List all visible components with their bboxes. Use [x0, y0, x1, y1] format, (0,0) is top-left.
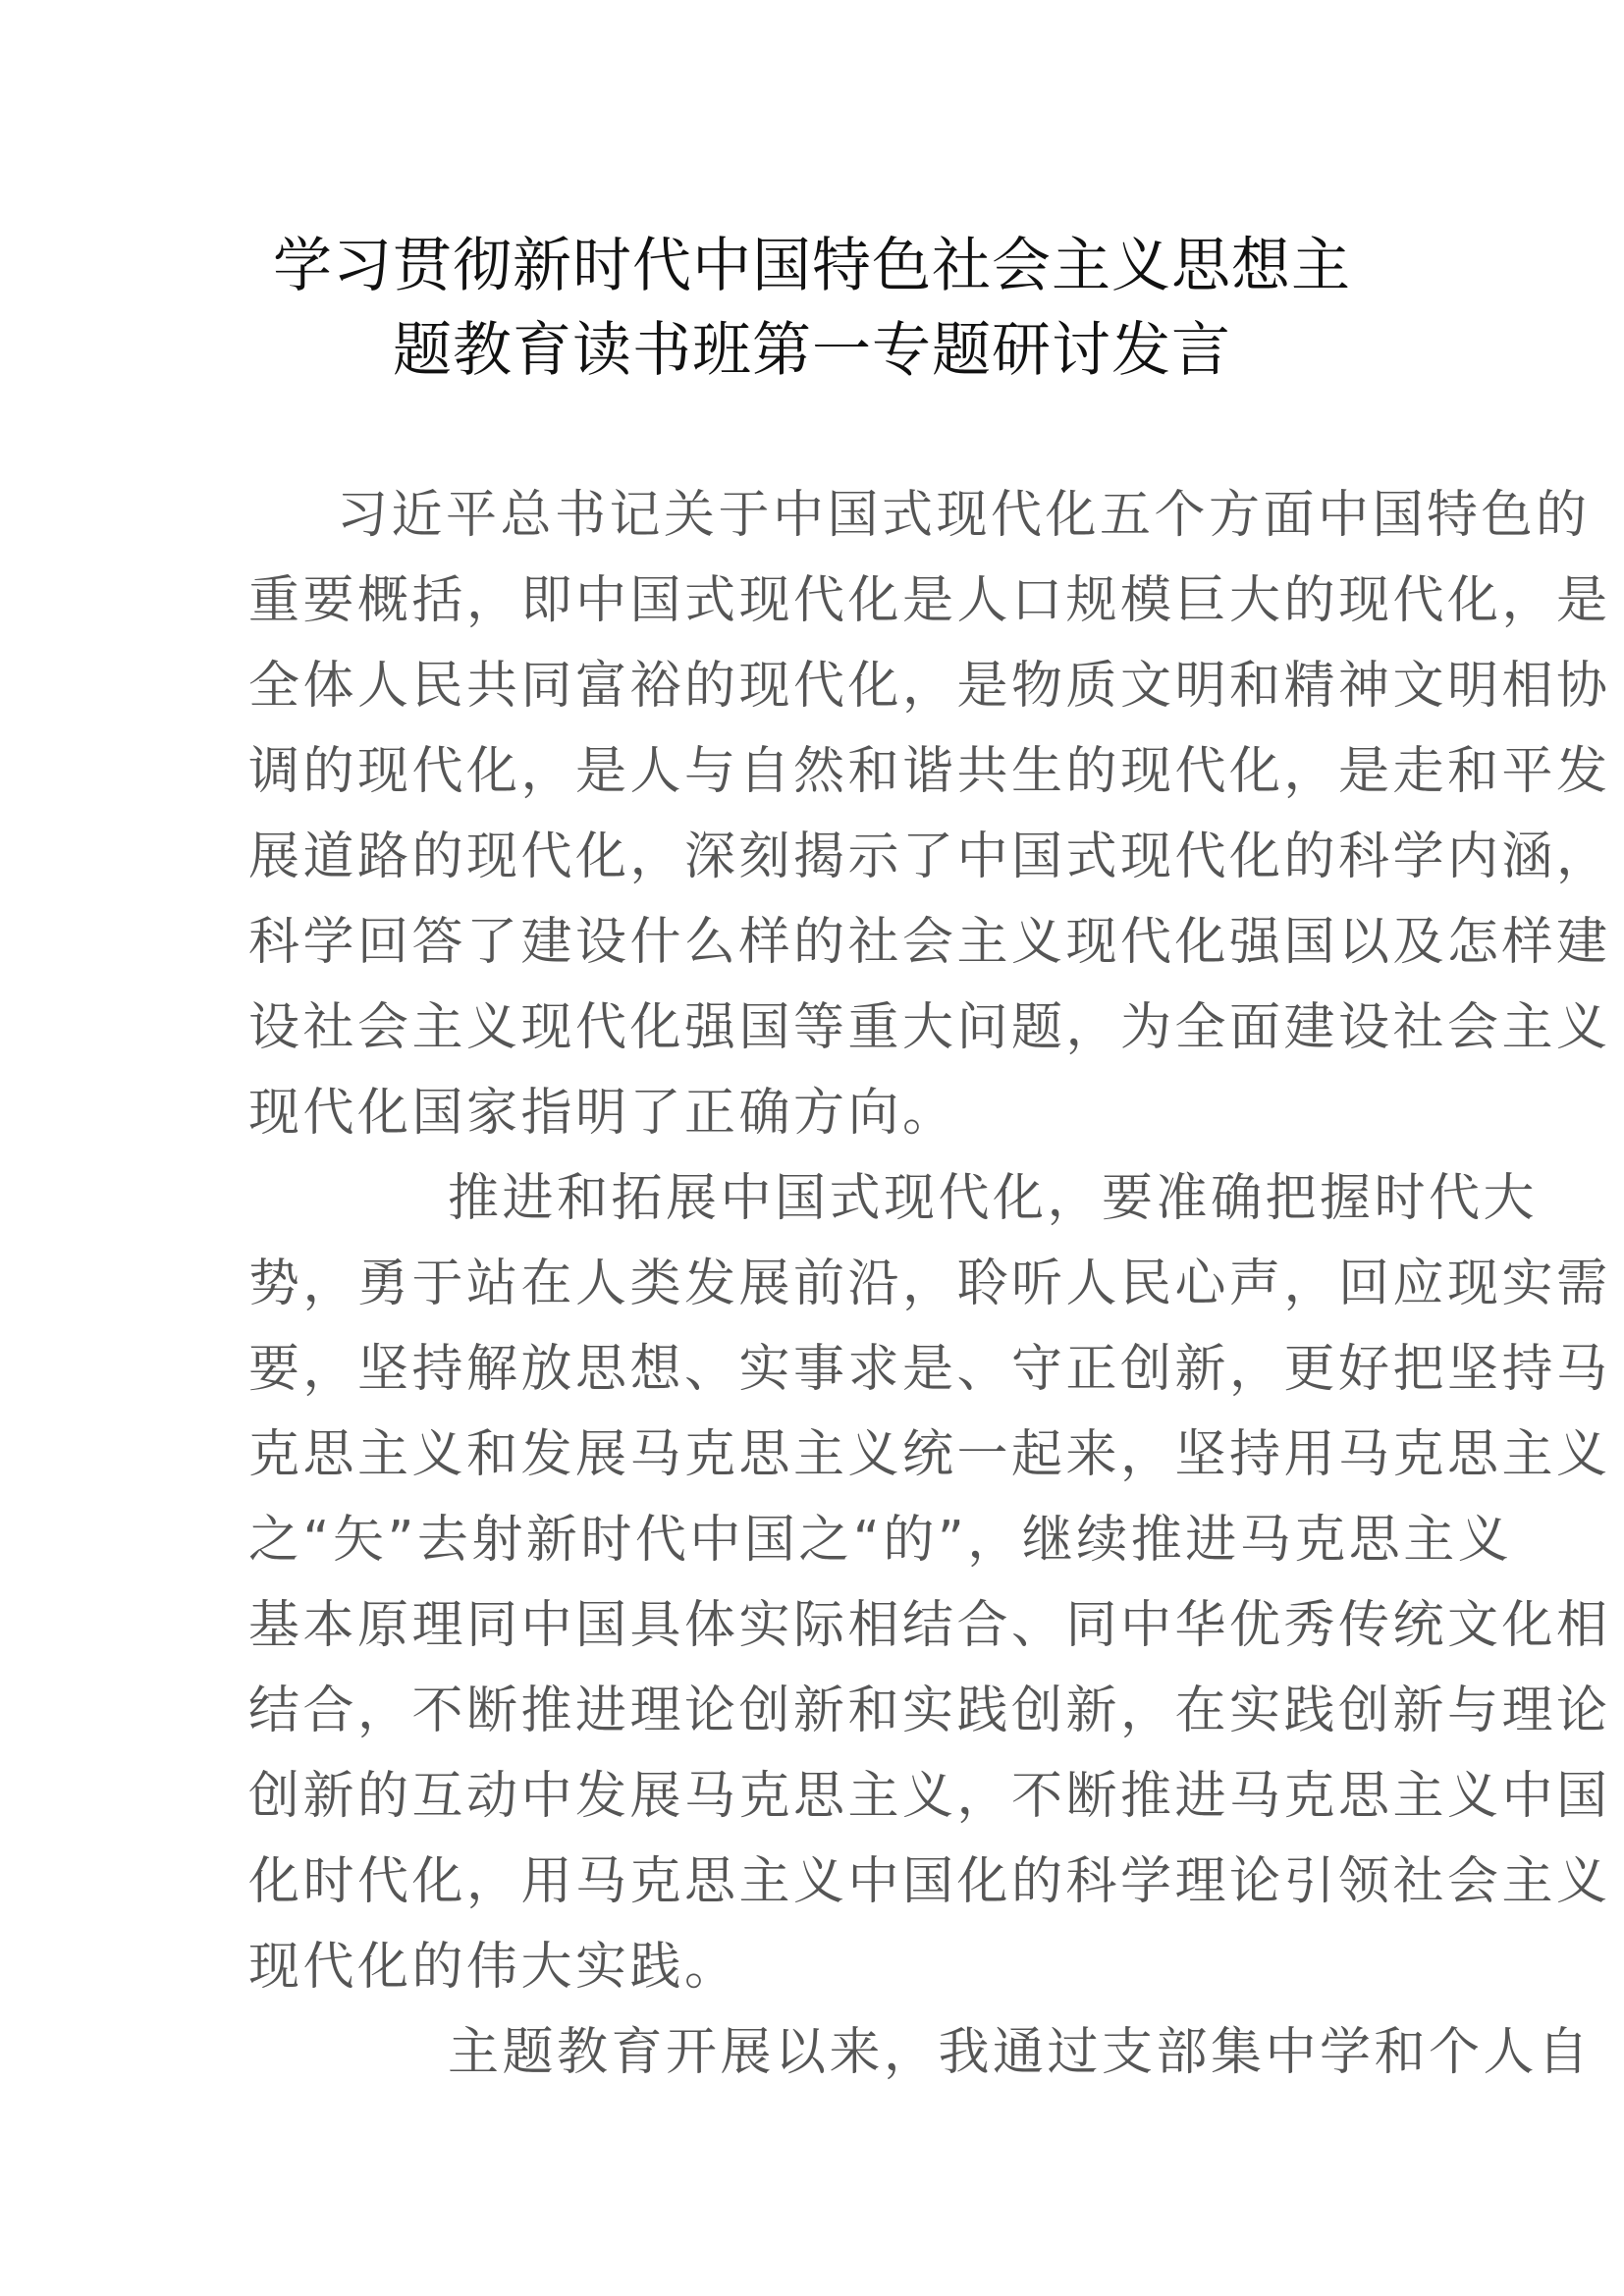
title-line: 题教育读书班第一专题研讨发言 — [393, 316, 1231, 385]
text-line: 之“矢”去射新时代中国之“的”，继续推进马克思主义 — [248, 1511, 1513, 1570]
text-line: 全体人民共同富裕的现代化，是物质文明和精神文明相协 — [248, 657, 1611, 716]
text-line: 创新的互动中发展马克思主义，不断推进马克思主义中国 — [248, 1767, 1611, 1826]
text-line: 势，勇于站在人类发展前沿，聆听人民心声，回应现实需 — [248, 1255, 1611, 1313]
text-line: 展道路的现代化，深刻揭示了中国式现代化的科学内涵， — [248, 828, 1611, 886]
paragraph-1 — [248, 473, 1611, 1156]
text-line: 习近平总书记关于中国式现代化五个方面中国特色的 — [337, 486, 1591, 545]
text-line: 克思主义和发展马克思主义统一起来，坚持用马克思主义 — [248, 1425, 1611, 1484]
text-line: 科学回答了建设什么样的社会主义现代化强国以及怎样建 — [248, 913, 1611, 972]
document-body — [248, 473, 1611, 2096]
text-line: 调的现代化，是人与自然和谐共生的现代化，是走和平发 — [248, 742, 1611, 801]
paragraph-3 — [248, 2010, 1593, 2096]
paragraph-2 — [248, 1156, 1611, 2010]
document-title — [0, 224, 1624, 393]
text-line: 推进和拓展中国式现代化，要准确把握时代大 — [448, 1169, 1539, 1228]
text-line: 主题教育开展以来，我通过支部集中学和个人自 — [448, 2023, 1593, 2082]
text-line: 结合，不断推进理论创新和实践创新，在实践创新与理论 — [248, 1682, 1611, 1740]
text-line: 现代化国家指明了正确方向。 — [248, 1084, 957, 1143]
title-line: 学习贯彻新时代中国特色社会主义思想主 — [273, 232, 1351, 300]
text-line: 化时代化，用马克思主义中国化的科学理论引领社会主义 — [248, 1852, 1611, 1911]
text-line: 设社会主义现代化强国等重大问题，为全面建设社会主义 — [248, 998, 1611, 1057]
text-line: 基本原理同中国具体实际相结合、同中华优秀传统文化相 — [248, 1596, 1611, 1655]
text-line: 要，坚持解放思想、实事求是、守正创新，更好把坚持马 — [248, 1340, 1611, 1399]
text-line: 重要概括，即中国式现代化是人口规模巨大的现代化，是 — [248, 571, 1611, 630]
text-line: 现代化的伟大实践。 — [248, 1938, 739, 1997]
